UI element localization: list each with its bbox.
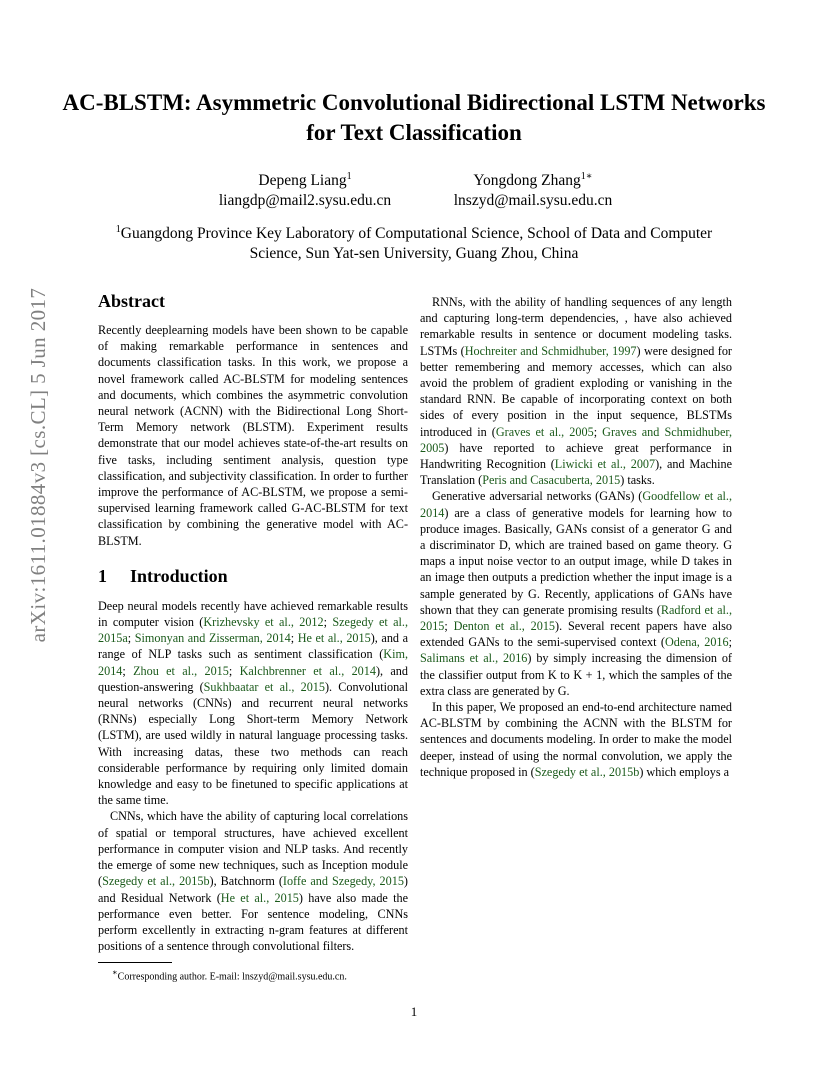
citation-link[interactable]: Ioffe and Szegedy, 2015	[282, 874, 404, 889]
arxiv-identifier: arXiv:1611.01884v3 [cs.CL] 5 Jun 2017	[26, 287, 50, 643]
author-2	[428, 171, 638, 211]
author-name: Yongdong Zhang	[473, 172, 581, 189]
citation-link[interactable]: Kim, 2014	[98, 647, 408, 678]
abstract-text: Recently deeplearning models have been shown to be capable of making remarkable performance in sentences and documents classification tasks. In this work, we propose a novel framework called AC-BLSTM for modeling sentences and documents, which combines the asymmetric convolution neural network (ACNN) with the Bidirectional Long Short-Term Memory network (BLSTM). Experiment results demonstrate that our model achieves state-of-the-art results on five tasks, including sentiment analysis, question type classification, and subjectivity classification. In order to further improve the performance of AC-BLSTM, we propose a semi-supervised learning framework called G-AC-BLSTM for text classification by combining the generative model with AC-BLSTM.	[98, 323, 408, 548]
intro-paragraph-3: RNNs, with the ability of handling sequences of any length and capturing long-term dependencies, , have also achieved remarkable results in sentence or document modeling tasks. LSTMs (Hochreiter and Schmidhuber, 1997) were designed for better remembering and memory accesses, which can also avoid the problem of gradient exploding or vanishing in the standard RNN. Be capable of incorporating context on both sides of every position in the input sequence, BLSTMs introduced in (Graves et al., 2005; Graves and Schmidhuber, 2005) have reported to achieve great performance in Handwriting Recognition (Liwicki et al., 2007), and Machine Translation (Peris and Casacuberta, 2015) tasks.	[420, 295, 733, 488]
citation-link[interactable]: Peris and Casacuberta, 2015	[482, 473, 621, 488]
citation-link[interactable]: Kalchbrenner et al., 2014	[239, 663, 376, 678]
footnote-text: Corresponding author. E-mail: lnszyd@mail.sysu.edu.cn.	[117, 971, 347, 983]
citation-link[interactable]: Graves et al., 2005	[495, 424, 594, 439]
author-email: liangdp@mail2.sysu.edu.cn	[218, 192, 392, 209]
citation-link[interactable]: Sukhbaatar et al., 2015	[203, 679, 325, 694]
section-number: 1	[98, 565, 107, 586]
affiliation-text: Guangdong Province Key Laboratory of Computational Science, School of Data and Computer Science, Sun Yat-sen University, Guang Zhou, China	[120, 225, 713, 262]
intro-paragraph-5: In this paper, We proposed an end-to-end architecture named AC-BLSTM by combining the ACNN with the BLSTM for sentences and documents modeling. In order to make the model deeper, instead of using the normal convolution, we apply the technique proposed in (Szegedy et al., 2015b) which employs a	[420, 700, 732, 779]
footnote-rule	[98, 962, 172, 963]
section-heading	[98, 565, 408, 587]
intro-paragraph-2: CNNs, which have the ability of capturing local correlations of spatial or temporal structures, have achieved excellent performance in computer vision and NLP tasks. And recently the emerge of some new techniques, such as Inception module (Szegedy et al., 2015b), Batchnorm (Ioffe and Szegedy, 2015) and Residual Network (He et al., 2015) have also made the performance even better. For sentence modeling, CNNs perform excellently in extracting n-gram features at different positions of a sentence through convolutional filters.	[98, 809, 408, 954]
citation-link[interactable]: Odena, 2016	[664, 635, 729, 650]
citation-link[interactable]: He et al., 2015	[297, 631, 371, 646]
citation-link[interactable]: Krizhevsky et al., 2012	[203, 615, 324, 630]
page-title: AC-BLSTM: Asymmetric Convolutional Bidirectional LSTM Networks for Text Classification	[62, 90, 766, 145]
citation-link[interactable]: Hochreiter and Schmidhuber, 1997	[464, 343, 637, 358]
left-column	[98, 290, 408, 954]
author-name: Depeng Liang	[258, 172, 347, 189]
footnote	[98, 966, 432, 983]
author-1	[195, 171, 415, 211]
citation-link[interactable]: Graves and Schmidhuber, 2005	[420, 424, 733, 455]
citation-link[interactable]: Goodfellow et al., 2014	[420, 489, 733, 520]
author-mark: 1∗	[580, 170, 593, 182]
footnote-mark: ∗	[112, 968, 118, 977]
intro-paragraph-4: Generative adversarial networks (GANs) (Goodfellow et al., 2014) are a class of generative models for learning how to produce images. Basically, GANs consist of a generator G and a discriminator D, which are trained based on game theory. G maps a input noise vector to an output image, while D takes in an image then outputs a prediction whether the input image is a sample generated by G. Recently, applications of GANs have shown that they can generate promising results (Radford et al., 2015; Denton et al., 2015). Several recent papers have also extended GANs to the semi-supervised context (Odena, 2016; Salimans et al., 2016) by simply increasing the dimension of the classifier output from K to K + 1, which the samples of the extra class are generated by G.	[420, 489, 733, 698]
citation-link[interactable]: Radford et al., 2015	[420, 602, 732, 634]
citation-link[interactable]: Zhou et al., 2015	[133, 663, 229, 678]
citation-link[interactable]: He et al., 2015	[220, 890, 299, 905]
citation-link[interactable]: Salimans et al., 2016	[420, 651, 528, 666]
affiliation	[100, 224, 728, 264]
citation-link[interactable]: Liwicki et al., 2007	[554, 457, 656, 472]
citation-link[interactable]: Simonyan and Zisserman, 2014	[134, 631, 291, 646]
introduction-section	[98, 565, 408, 954]
intro-paragraph-1: Deep neural models recently have achieved remarkable results in computer vision (Krizhevsky et al., 2012; Szegedy et al., 2015a; Simonyan and Zisserman, 2014; He et al., 2015), and a range of NLP tasks such as sentiment classification (Kim, 2014; Zhou et al., 2015; Kalchbrenner et al., 2014), and question-answering (Sukhbaatar et al., 2015). Convolutional neural networks (CNNs) and recurrent neural networks (RNNs) especially Long Short-term Memory Network (LSTM), are used wildly in natural language processing tasks. With increasing datas, these two methods can reach considerable performance by requiring only limited domain knowledge and easy to be finetuned to specific applications at the same time.	[98, 598, 409, 808]
citation-link[interactable]: Szegedy et al., 2015b	[534, 764, 640, 779]
author-email: lnszyd@mail.sysu.edu.cn	[453, 192, 613, 209]
abstract-section	[98, 290, 408, 549]
citation-link[interactable]: Szegedy et al., 2015a	[98, 615, 409, 646]
citation-link[interactable]: Szegedy et al., 2015b	[102, 874, 210, 889]
section-title: Introduction	[130, 565, 228, 586]
page-number: 1	[410, 1004, 418, 1019]
abstract-heading: Abstract	[98, 291, 165, 311]
right-column	[420, 294, 732, 780]
affiliation-mark: 1	[115, 223, 121, 235]
author-mark: 1	[346, 170, 352, 182]
citation-link[interactable]: Denton et al., 2015	[453, 619, 556, 634]
